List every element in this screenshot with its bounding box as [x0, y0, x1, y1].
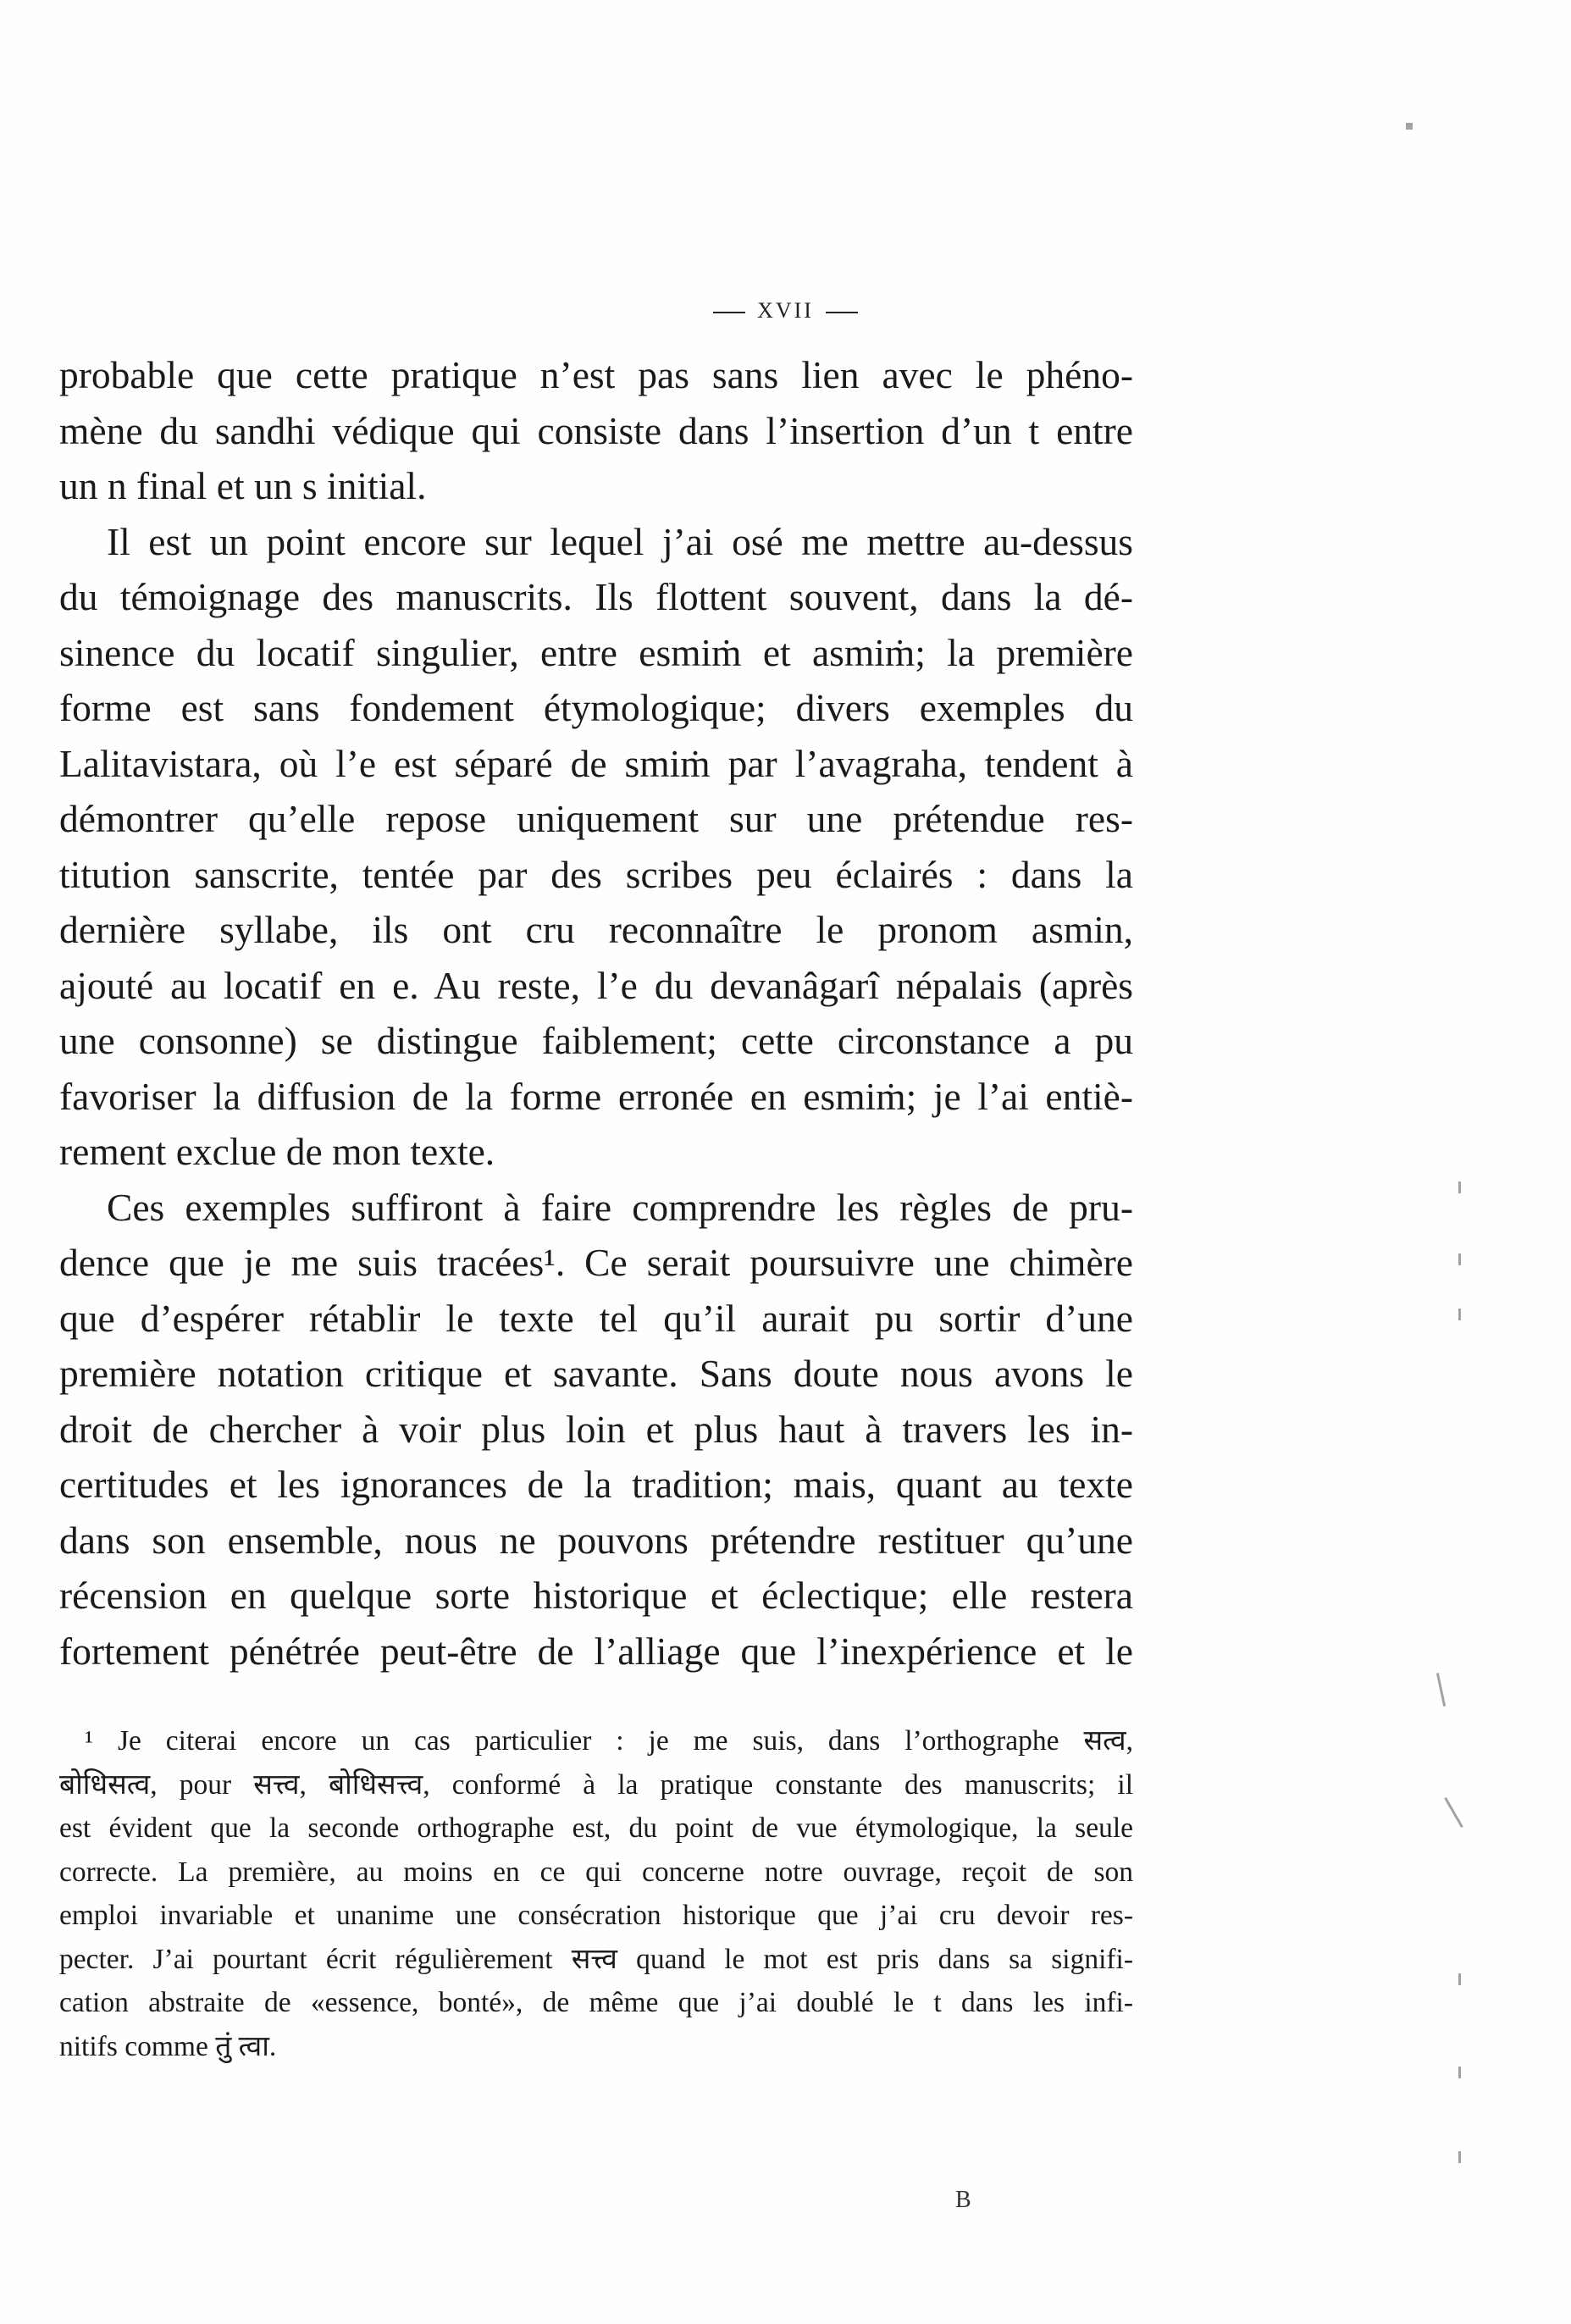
scan-speck	[1458, 2067, 1461, 2078]
scan-speck	[1458, 1973, 1461, 1985]
body-line: certitudes et les ignorances de la tradition; mais, quant au texte	[59, 1463, 1133, 1506]
body-line: mène du sandhi védique qui consiste dans l’insertion d’un t entre	[59, 408, 1133, 452]
scan-speck	[1458, 1181, 1461, 1193]
body-line: droit de chercher à voir plus loin et plus haut à travers les in-	[59, 1407, 1133, 1451]
scan-speck	[1444, 1797, 1463, 1828]
footnote-line: cation abstraite de «essence, bonté», de même que j’ai doublé le t dans les infi-	[59, 1987, 1133, 2018]
running-head	[0, 298, 1571, 324]
footnote-line: correcte. La première, au moins en ce qui concerne notre ouvrage, reçoit de son	[59, 1856, 1133, 1888]
body-line: première notation critique et savante. Sans doute nous avons le	[59, 1352, 1133, 1395]
page-number: XVII	[757, 298, 814, 323]
body-line: dence que je me suis tracées¹. Ce serait poursuivre une chimère	[59, 1241, 1133, 1284]
body-line: dans son ensemble, nous ne pouvons prétendre restituer qu’une	[59, 1518, 1133, 1562]
body-line: une consonne) se distingue faiblement; cette circonstance a pu	[59, 1019, 1133, 1062]
body-line: du témoignage des manuscrits. Ils flottent souvent, dans la dé-	[59, 575, 1133, 618]
running-head-dash-right	[826, 312, 858, 313]
body-line: récension en quelque sorte historique et éclectique; elle restera	[59, 1574, 1133, 1617]
body-line: un n final et un s initial.	[59, 464, 427, 507]
body-line: rement exclue de mon texte.	[59, 1130, 495, 1173]
footnotes	[59, 1719, 1133, 2068]
footnote-line: emploi invariable et unanime une consécration historique que j’ai cru devoir res-	[59, 1900, 1133, 1931]
footnote-line: ¹ Je citerai encore un cas particulier : je me suis, dans l’orthographe सत्व,	[85, 1725, 1133, 1757]
body-line: que d’espérer rétablir le texte tel qu’il aurait pu sortir d’une	[59, 1296, 1133, 1340]
signature-mark: B	[955, 2187, 971, 2213]
footnote-line: nitifs comme तुं त्वा.	[59, 2030, 277, 2062]
footnote-line: est évident que la seconde orthographe est, du point de vue étymologique, la seule	[59, 1812, 1133, 1844]
body-line: sinence du locatif singulier, entre esmiṁ et asmiṁ; la première	[59, 630, 1133, 674]
body-line: démontrer qu’elle repose uniquement sur une prétendue res-	[59, 797, 1133, 840]
scan-speck	[1458, 1253, 1461, 1265]
footnote-line: बोधिसत्व, pour सत्त्व, बोधिसत्त्व, conformé à la pratique constante des manuscrits; il	[59, 1768, 1133, 1801]
running-head-dash-left	[713, 312, 745, 313]
scan-speck	[1406, 123, 1413, 130]
scan-speck	[1458, 1309, 1461, 1320]
body-line: probable que cette pratique n’est pas sans lien avec le phéno-	[59, 353, 1133, 396]
footnote-line: pecter. J’ai pourtant écrit régulièrement सत्त्व quand le mot est pris dans sa signifi-	[59, 1943, 1133, 1975]
body-line: favoriser la diffusion de la forme erronée en esmiṁ; je l’ai entiè-	[59, 1074, 1133, 1118]
body-line: dernière syllabe, ils ont cru reconnaître le pronom asmin,	[59, 908, 1133, 951]
body-line: Il est un point encore sur lequel j’ai osé me mettre au-dessus	[107, 519, 1133, 563]
scan-speck	[1436, 1673, 1446, 1707]
body-line: ajouté au locatif en e. Au reste, l’e du devanâgarî népalais (après	[59, 963, 1133, 1007]
body-line: Ces exemples suffiront à faire comprendre les règles de pru-	[107, 1185, 1133, 1229]
scan-speck	[1458, 2151, 1461, 2163]
body-line: fortement pénétrée peut-être de l’alliage que l’inexpérience et le	[59, 1629, 1133, 1673]
body-text	[59, 347, 1133, 1679]
body-line: titution sanscrite, tentée par des scribes peu éclairés : dans la	[59, 852, 1133, 896]
body-line: forme est sans fondement étymologique; divers exemples du	[59, 686, 1133, 729]
body-line: Lalitavistara, où l’e est séparé de smiṁ par l’avagraha, tendent à	[59, 741, 1133, 785]
